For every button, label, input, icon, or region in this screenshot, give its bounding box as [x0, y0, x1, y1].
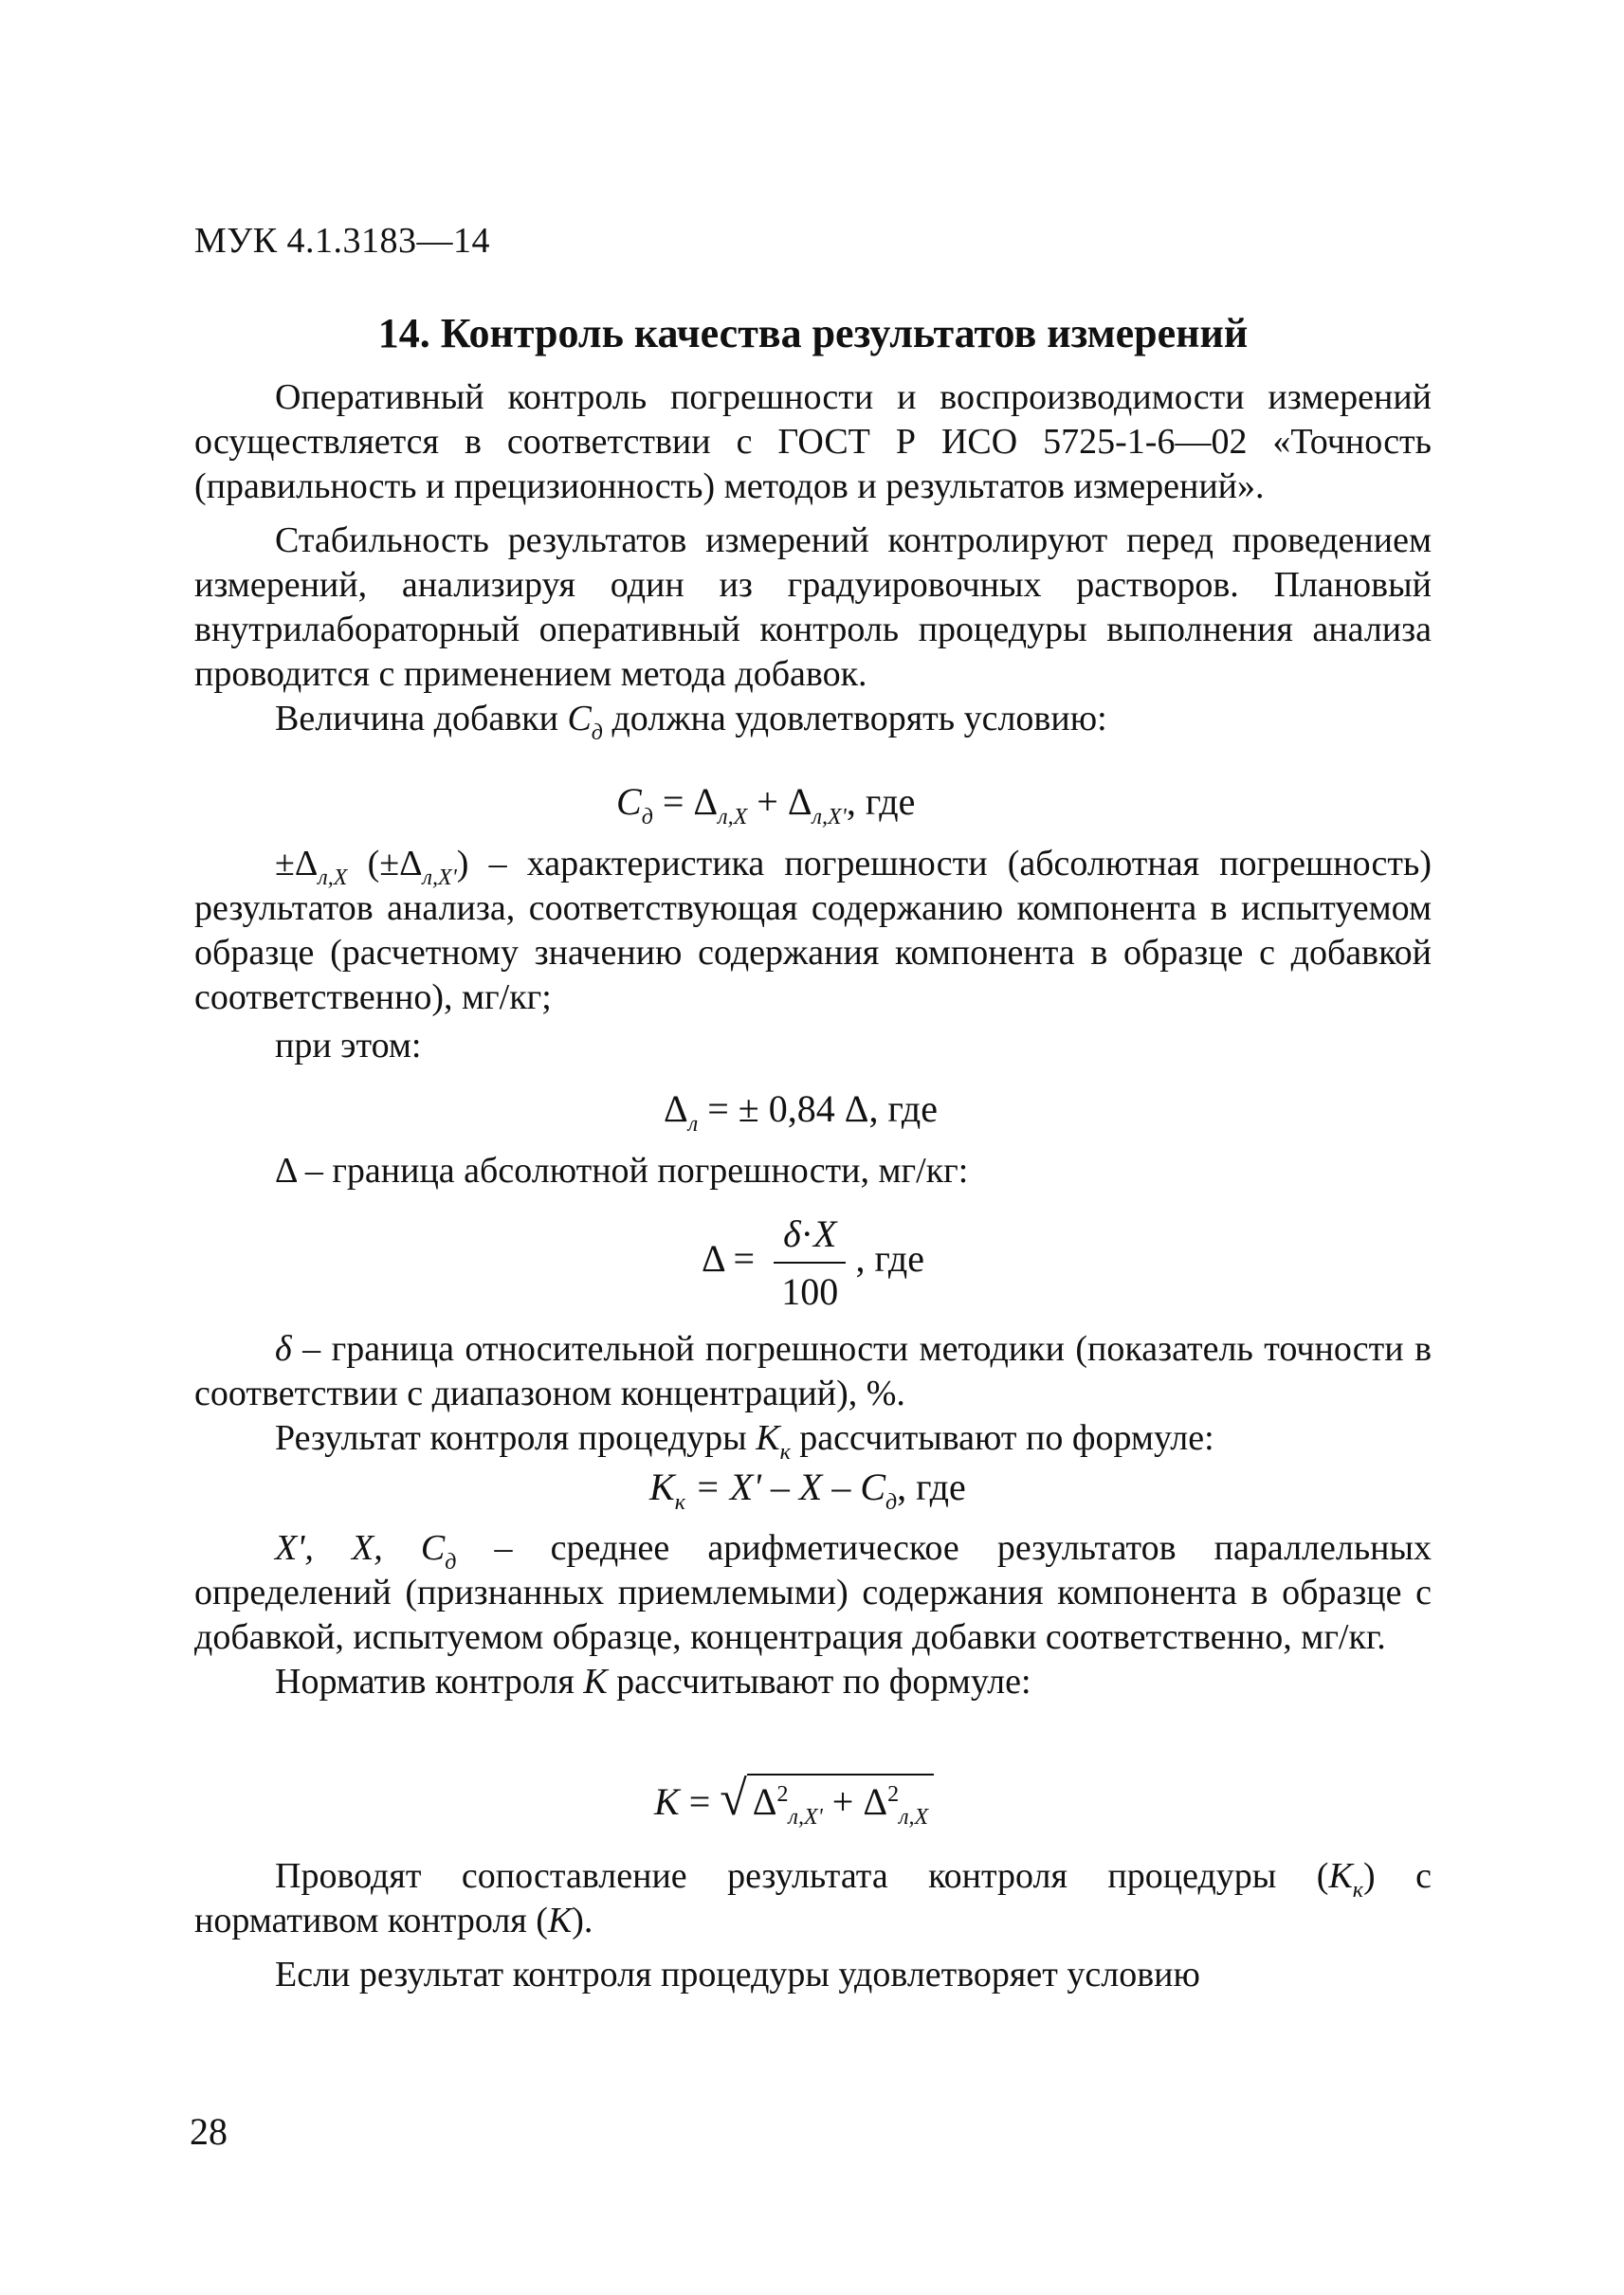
paragraph-control-result: Результат контроля процедуры $K_к$ рассчитывают по формуле:: [275, 1418, 1214, 1465]
formula-k-norm: K = √ $\Delta^2_{л,X'} + \Delta^2_{л,X}$: [654, 1771, 934, 1827]
formula-additive: $C_д = \Delta_{л,X} + \Delta_{л,X'}$, где: [616, 780, 916, 829]
page-number: 28: [190, 2110, 228, 2153]
paragraph-stability: Стабильность результатов измерений контролируют перед проведением измерений, анализируя один из градуировочных растворов. Плановый внутрилабораторный оперативный контроль процедуры выполнения анализа проводится с применением метода добавок.: [194, 520, 1432, 694]
text-block-2: [194, 842, 1432, 1068]
paragraph-with: при этом:: [275, 1026, 422, 1066]
paragraph-gost: Оперативный контроль погрешности и воспроизводимости измерений осуществляется в соответствии с ГОСТ Р ИСО 5725-1-6—02 «Точность (правильность и прецизионность) методов и результатов измерений».: [194, 377, 1432, 506]
text-block-1: [194, 375, 1432, 745]
text-block-3: [194, 1149, 1432, 1193]
fraction: $\frac{\delta\cdot X}{100}$: [774, 1211, 846, 1314]
paragraph-norm: Норматив контроля K рассчитывают по формуле:: [275, 1662, 1031, 1702]
paragraph-abs-error: Δ – граница абсолютной погрешности, мг/кг:: [275, 1151, 969, 1191]
formula-kk: $K_к = X' - X - C_д$, где: [649, 1466, 966, 1515]
paragraph-compare: Проводят сопоставление результата контроля процедуры $(K_к)$ с нормативом контроля (K).: [194, 1856, 1432, 1940]
text-block-4: [194, 1327, 1432, 1465]
paragraph-if: Если результат контроля процедуры удовлетворяет условию: [275, 1955, 1200, 1994]
document-code: МУК 4.1.3183—14: [194, 221, 491, 261]
text-block-6: [194, 1854, 1432, 1997]
text-block-5: [194, 1526, 1432, 1704]
formula-delta-l: $\Delta_л$ = ± 0,84 Δ, где: [664, 1087, 938, 1137]
paragraph-means: X', X, $C_д$ – среднее арифметическое результатов параллельных определений (признанных приемлемыми) содержания компонента в образце с добавкой, испытуемом образце, концентрация добавки соответственно, мг/кг.: [194, 1528, 1432, 1657]
paragraph-error-characteristic: $\pm\Delta_{л,X}$ $(\pm\Delta_{л,X'})$ – характеристика погрешности (абсолютная погрешность) результатов анализа, соответствующая содержанию компонента в испытуемом образце (расчетному значению содержания компонента в образце с добавкой соответственно), мг/кг;: [194, 844, 1432, 1017]
sqrt-radicand: $\Delta^2_{л,X'} + \Delta^2_{л,X}$: [747, 1774, 934, 1824]
paragraph-additive: Величина добавки $C_д$ должна удовлетворять условию:: [275, 699, 1107, 745]
paragraph-rel-error: δ – граница относительной погрешности методики (показатель точности в соответствии с диапазоном концентраций), %.: [194, 1329, 1432, 1413]
section-title: 14. Контроль качества результатов измерений: [377, 310, 1249, 356]
formula-delta: Δ = $\frac{\delta\cdot X}{100}$ , где: [702, 1212, 924, 1313]
